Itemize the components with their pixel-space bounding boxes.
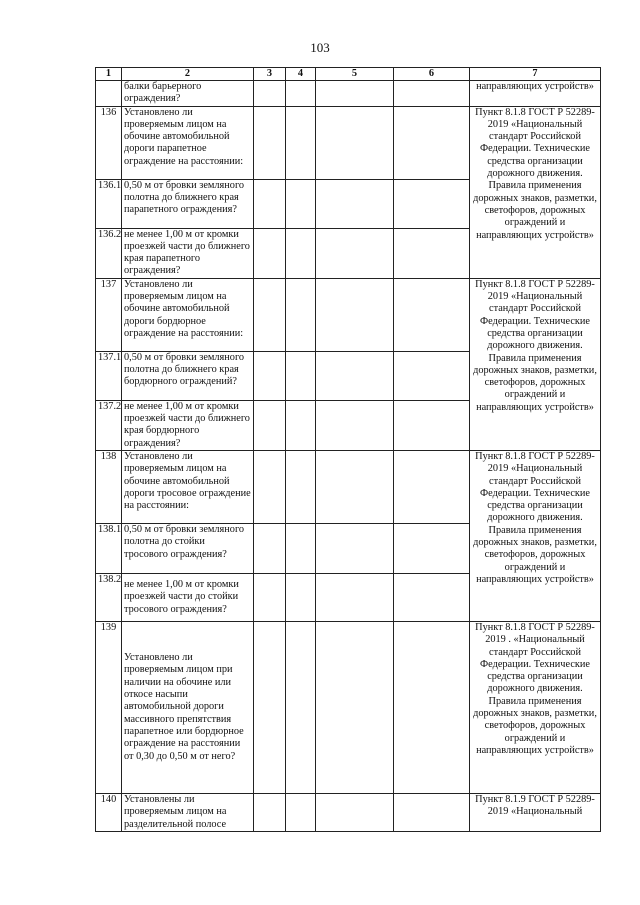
cell-empty [394,179,470,228]
cell-empty [286,523,316,573]
row-question: 0,50 м от бровки земляного полотна до ближнего края бордюрного ограждений? [122,351,254,400]
cell-empty [316,351,394,400]
cell-empty [254,523,286,573]
row-question: не менее 1,00 м от кромки проезжей части до стойки тросового ограждения? [122,573,254,621]
row-number: 136.2 [96,228,122,278]
cell-empty [254,450,286,523]
row-number: 137 [96,278,122,351]
cell-empty [316,621,394,793]
cell-empty [316,400,394,450]
cell-empty [316,573,394,621]
row-reference: Пункт 8.1.8 ГОСТ Р 52289-2019 «Национальный стандарт Российской Федерации. Технические средства организации дорожного движения. Правила применения дорожных знаков, разметки, светофоров, дорожных ограждений и направляющих устройств» [470,106,601,278]
checklist-table [95,67,601,832]
cell-empty [316,106,394,179]
row-number: 137.2 [96,400,122,450]
cell-empty [394,523,470,573]
cell-empty [286,573,316,621]
row-question: не менее 1,00 м от кромки проезжей части до ближнего края бордюрного ограждения? [122,400,254,450]
column-header: 4 [286,68,316,81]
cell-empty [254,179,286,228]
cell-empty [394,450,470,523]
cell-empty [394,228,470,278]
row-reference: Пункт 8.1.8 ГОСТ Р 52289-2019 «Национальный стандарт Российской Федерации. Технические средства организации дорожного движения. Правила применения дорожных знаков, разметки, светофоров, дорожных ограждений и направляющих устройств» [470,450,601,621]
cell-empty [254,621,286,793]
row-question: Установлено ли проверяемым лицом на обочине автомобильной дороги тросовое ограждение на расстоянии: [122,450,254,523]
cell-empty [254,106,286,179]
cell-empty [394,351,470,400]
row-reference: Пункт 8.1.9 ГОСТ Р 52289-2019 «Национальный [470,793,601,831]
row-reference: Пункт 8.1.8 ГОСТ Р 52289-2019 . «Национальный стандарт Российской Федерации. Технические средства организации дорожного движения. Правила применения дорожных знаков, разметки, светофоров, дорожных ограждений и направляющих устройств» [470,621,601,793]
column-header: 2 [122,68,254,81]
cell-empty [394,81,470,107]
cell-empty [394,106,470,179]
cell-empty [286,228,316,278]
cell-empty [316,523,394,573]
cell-empty [394,278,470,351]
cell-empty [394,573,470,621]
table-row [96,278,601,351]
row-number: 138.2 [96,573,122,621]
row-number: 138 [96,450,122,523]
cell-empty [286,278,316,351]
table-row [96,81,601,107]
row-question: балки барьерного ограждения? [122,81,254,107]
cell-empty [394,793,470,831]
cell-empty [286,351,316,400]
row-question: 0,50 м от бровки земляного полотна до ближнего края парапетного ограждения? [122,179,254,228]
row-number: 138.1 [96,523,122,573]
table-header-row [96,68,601,81]
row-question: не менее 1,00 м от кромки проезжей части до ближнего края парапетного ограждения? [122,228,254,278]
table-row [96,450,601,523]
cell-empty [316,450,394,523]
cell-empty [286,621,316,793]
cell-empty [286,400,316,450]
row-number: 140 [96,793,122,831]
cell-empty [394,621,470,793]
row-question: Установлено ли проверяемым лицом на обочине автомобильной дороги парапетное ограждение на расстоянии: [122,106,254,179]
table-row [96,793,601,831]
cell-empty [316,278,394,351]
row-question: 0,50 м от бровки земляного полотна до стойки тросового ограждения? [122,523,254,573]
cell-empty [316,228,394,278]
row-number: 139 [96,621,122,793]
row-number: 136 [96,106,122,179]
row-number: 137.1 [96,351,122,400]
cell-empty [254,793,286,831]
cell-empty [316,81,394,107]
column-header: 3 [254,68,286,81]
cell-empty [286,793,316,831]
column-header: 7 [470,68,601,81]
column-header: 5 [316,68,394,81]
row-question: Установлены ли проверяемым лицом на разделительной полосе [122,793,254,831]
row-reference: Пункт 8.1.8 ГОСТ Р 52289-2019 «Национальный стандарт Российской Федерации. Технические средства организации дорожного движения. Правила применения дорожных знаков, разметки, светофоров, дорожных ограждений и направляющих устройств» [470,278,601,450]
cell-empty [254,573,286,621]
cell-empty [254,228,286,278]
cell-empty [394,400,470,450]
column-header: 1 [96,68,122,81]
table-row [96,621,601,793]
cell-empty [286,450,316,523]
row-question: Установлено ли проверяемым лицом на обочине автомобильной дороги бордюрное ограждение на расстоянии: [122,278,254,351]
cell-empty [316,793,394,831]
cell-empty [286,81,316,107]
row-reference: направляющих устройств» [470,81,601,107]
row-question: Установлено ли проверяемым лицом при наличии на обочине или откосе насыпи автомобильной дороги массивного препятствия парапетное или бордюрное ограждение на расстоянии от 0,30 до 0,50 м от него? [122,621,254,793]
column-header: 6 [394,68,470,81]
row-number [96,81,122,107]
cell-empty [286,179,316,228]
cell-empty [254,400,286,450]
cell-empty [254,351,286,400]
table-row [96,106,601,179]
cell-empty [316,179,394,228]
page-number: 103 [310,40,330,55]
cell-empty [254,278,286,351]
row-number: 136.1 [96,179,122,228]
cell-empty [286,106,316,179]
cell-empty [254,81,286,107]
